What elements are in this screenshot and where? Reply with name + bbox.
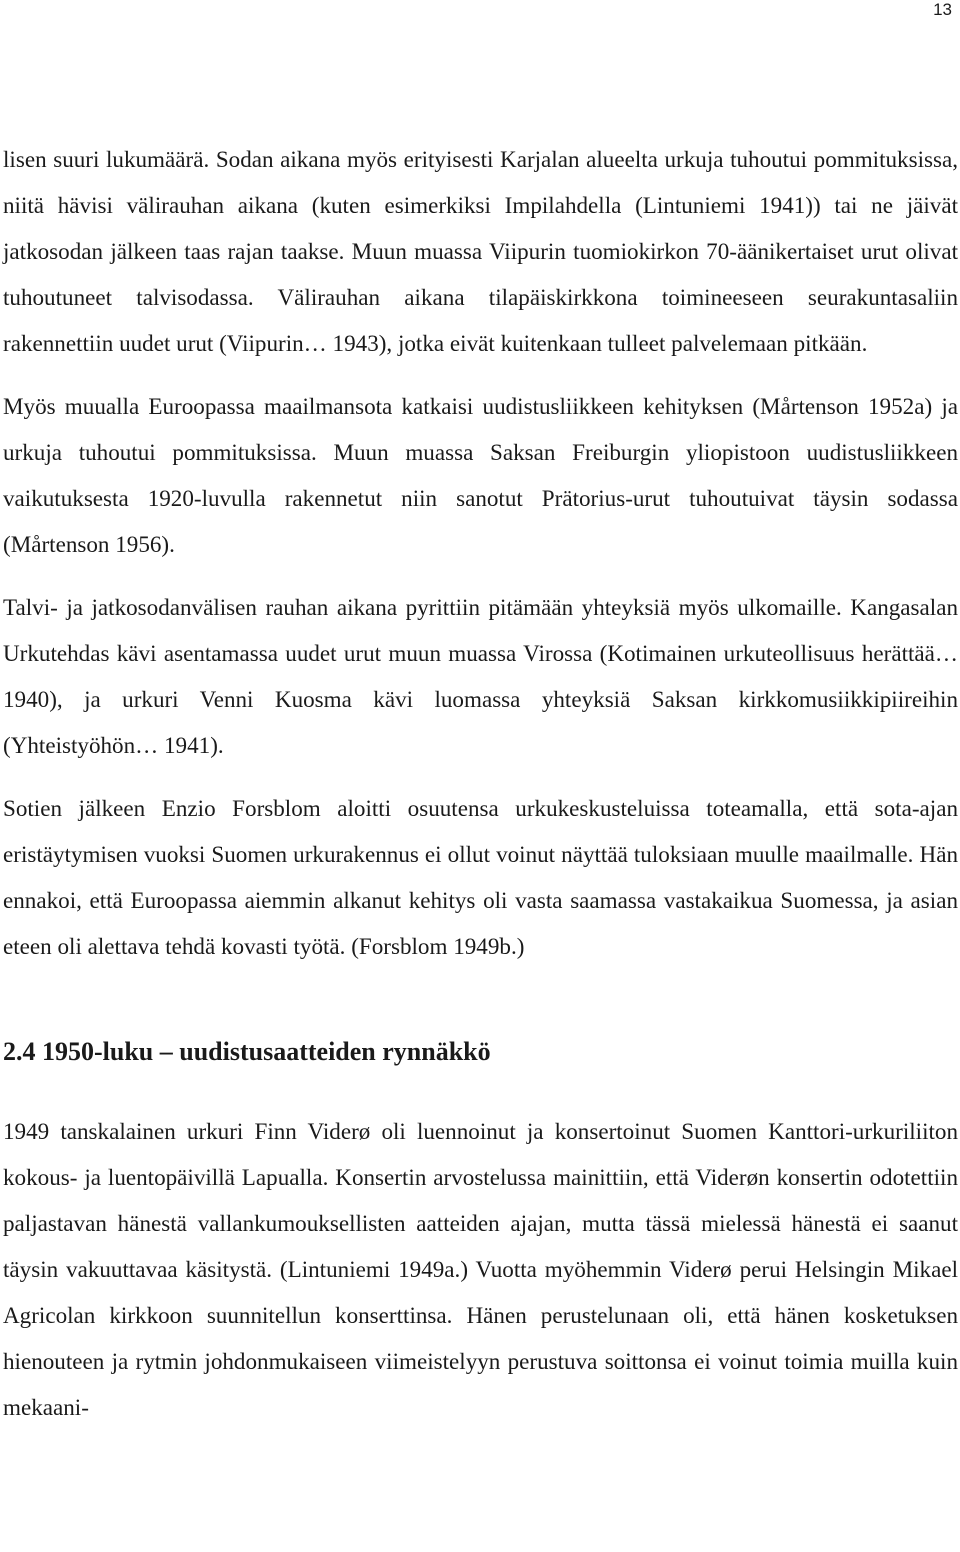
paragraph-forsblom: Sotien jälkeen Enzio Forsblom aloitti osuutensa urkukeskusteluissa toteamalla, että sota-ajan eristäytymisen vuoksi Suomen urkurakennus ei ollut voinut näyttää tuloksiaan muulle maailmalle. Hän ennakoi, että Euroopassa aiemmin alkanut kehitys oli vasta saamassa vastakaikua Suomessa, ja asian eteen oli alettava tehdä kovasti työtä. (Forsblom 1949b.) bbox=[3, 795, 958, 959]
paragraph-europe-reform: Myös muualla Euroopassa maailmansota katkaisi uudistusliikkeen kehityksen (Mårtenson 1952a) ja urkuja tuhoutui pommituksissa. Muun muassa Saksan Freiburgin yliopistoon uudistusliikkeen vaikutuksesta 1920-luvulla rakennetut niin sanotut Prätorius-urut tuhoutuivat täysin sodassa (Mårtenson 1956). bbox=[3, 393, 958, 557]
paragraph-foreign-contacts: Talvi- ja jatkosodanvälisen rauhan aikana pyrittiin pitämään yhteyksiä myös ulkomaille. Kangasalan Urkutehdas kävi asentamassa uudet urut muun muassa Virossa (Kotimainen urkuteollisuus herättää… 1940), ja urkuri Venni Kuosma kävi luomassa yhteyksiä Saksan kirkkomusiikkipiireihin (Yhteistyöhön… 1941). bbox=[3, 594, 958, 758]
paragraph-videro: 1949 tanskalainen urkuri Finn Viderø oli luennoinut ja konsertoinut Suomen Kanttori-urkuriliiton kokous- ja luentopäivillä Lapualla. Konsertin arvostelussa mainittiin, että Viderøn konsertin odotettiin paljastavan hänestä vallankumouksellisten aatteiden ajajan, mutta tässä mielessä hänestä ei saanut täysin vakuuttavaa käsitystä. (Lintuniemi 1949a.) Vuotta myöhemmin Viderø perui Helsingin Mikael Agricolan kirkkoon suunnitellun konserttinsa. Hänen perustelunaan oli, että hänen kosketuksen hienouteen ja rytmin johdonmukaiseen viimeistelyyn perustuva soittonsa ei voinut toimia muilla kuin mekaani- bbox=[3, 1118, 958, 1420]
page-number: 13 bbox=[933, 0, 952, 19]
paragraph-wartime-organs: lisen suuri lukumäärä. Sodan aikana myös erityisesti Karjalan alueelta urkuja tuhoutui pommituksissa, niitä hävisi välirauhan aikana (kuten esimerkiksi Impilahdella (Lintuniemi 1941)) tai ne jäivät jatkosodan jälkeen taas rajan taakse. Muun muassa Viipurin tuomiokirkon 70-äänikertaiset urut olivat tuhoutuneet talvisodassa. Välirauhan aikana tilapäiskirkkona toimineeseen seurakuntasaliin rakennettiin uudet urut (Viipurin… 1943), jotka eivät kuitenkaan tulleet palvelemaan pitkään. bbox=[3, 146, 958, 356]
document-body bbox=[3, 136, 958, 1430]
section-heading: 2.4 1950-luku – uudistusaatteiden rynnäkkö bbox=[3, 1037, 491, 1066]
